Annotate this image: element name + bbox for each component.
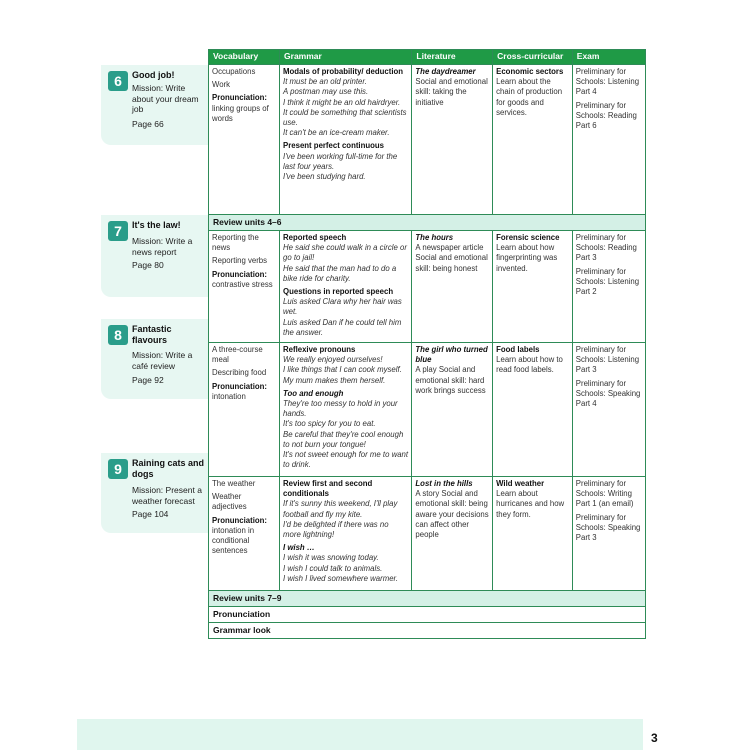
grammar-cell — [280, 231, 412, 343]
unit-page: Page 80 — [132, 260, 164, 270]
exam-cell — [572, 477, 645, 591]
literature-text: A newspaper article Social and emotional skill: being honest — [415, 243, 488, 273]
grammar-look-label: Grammar look — [209, 623, 646, 639]
vocab-topic: Work — [212, 80, 231, 90]
cross-curricular-title: Food labels — [496, 345, 540, 354]
pronunciation-text: contrastive stress — [212, 279, 273, 289]
table-row-unit-6 — [209, 65, 646, 215]
review-row-7-9 — [209, 591, 646, 607]
cross-curricular-cell — [493, 343, 573, 477]
vocab-topic: The weather — [212, 479, 256, 488]
vocab-topic: Occupations — [212, 67, 256, 76]
grammar-example: I've been working full-time for the last four years. — [283, 151, 398, 171]
pronunciation-text: intonation — [212, 391, 246, 401]
grammar-example: Luis asked Dan if he could tell him the answer. — [283, 317, 402, 337]
cross-curricular-title: Economic sectors — [496, 67, 564, 76]
grammar-heading: Modals of probability/ deduction — [283, 67, 404, 76]
table-row-unit-8 — [209, 343, 646, 477]
page-number-tab — [640, 719, 677, 750]
cross-curricular-title: Wild weather — [496, 479, 545, 488]
header-vocabulary: Vocabulary — [209, 50, 280, 65]
literature-cell — [412, 65, 493, 215]
grammar-example: If it's sunny this weekend, I'll play football and fly my kite. — [283, 499, 398, 519]
grammar-example: He said that the man had to do a bike ride for charity. — [283, 263, 397, 283]
cross-curricular-cell — [493, 65, 573, 215]
literature-text: A play Social and emotional skill: hard work brings success — [415, 365, 486, 395]
unit-title: Fantastic flavours — [132, 324, 172, 345]
exam-item: Preliminary for Schools: Listening Part 2 — [575, 266, 640, 297]
cross-curricular-text: Learn about how to read food labels. — [496, 355, 563, 375]
table-header-row — [209, 50, 646, 65]
grammar-cell — [280, 477, 412, 591]
pronunciation-row — [209, 607, 646, 623]
vocab-topic: Weather adjectives — [212, 492, 247, 512]
unit-mission: Mission: Write about your dream job — [132, 83, 199, 114]
grammar-example: Luis asked Clara why her hair was wet. — [283, 297, 402, 317]
literature-title: The girl who turned blue — [415, 345, 488, 365]
pronunciation-text: intonation in conditional sentences — [212, 525, 255, 556]
vocab-topic: Reporting the news — [212, 233, 259, 253]
pronunciation-label: Pronunciation: — [212, 93, 268, 103]
grammar-heading: I wish … — [283, 543, 315, 553]
grammar-heading: Present perfect continuous — [283, 141, 384, 151]
grammar-example: I'd be delighted if there was no more lightning! — [283, 519, 389, 540]
vocab-cell — [209, 231, 280, 343]
review-label: Review units 7–9 — [209, 591, 646, 607]
vocab-cell — [209, 477, 280, 591]
header-literature: Literature — [412, 50, 493, 65]
vocab-cell — [209, 343, 280, 477]
unit-title: Good job! — [132, 70, 175, 80]
grammar-cell — [280, 343, 412, 477]
header-grammar: Grammar — [280, 50, 412, 65]
unit-page: Page 66 — [132, 119, 164, 129]
literature-cell — [412, 343, 493, 477]
exam-item: Preliminary for Schools: Speaking Part 4 — [575, 378, 641, 409]
grammar-example: I like things that I can cook myself. — [283, 365, 402, 375]
vocab-topic: Describing food — [212, 368, 267, 378]
table-row-unit-7 — [209, 231, 646, 343]
contents-table — [208, 49, 646, 639]
grammar-example: My mum makes them herself. — [283, 375, 386, 385]
grammar-example: They're too messy to hold in your hands. — [283, 399, 398, 419]
unit-number: 6 — [108, 71, 128, 91]
unit-page: Page 104 — [132, 509, 169, 519]
vocab-topic: Reporting verbs — [212, 256, 268, 266]
literature-text: Social and emotional skill: taking the initiative — [415, 77, 488, 107]
review-row-4-6 — [209, 215, 646, 231]
pronunciation-section-label: Pronunciation — [209, 607, 646, 623]
unit-mission: Mission: Present a weather forecast — [132, 485, 202, 506]
grammar-example: I wish it was snowing today. — [283, 553, 379, 563]
grammar-heading: Reflexive pronouns — [283, 345, 356, 354]
header-exam: Exam — [572, 50, 645, 65]
grammar-example: It's not sweet enough for me to want to drink. — [283, 450, 409, 470]
cross-curricular-cell — [493, 231, 573, 343]
vocab-topic: A three-course meal — [212, 345, 263, 365]
unit-card-6[interactable] — [101, 65, 208, 145]
literature-cell — [412, 477, 493, 591]
unit-number: 9 — [108, 459, 128, 479]
exam-cell — [572, 231, 645, 343]
grammar-example: It's too spicy for you to eat. — [283, 419, 376, 429]
grammar-example: Be careful that they're cool enough to not burn your tongue! — [283, 429, 404, 449]
exam-item: Preliminary for Schools: Speaking Part 3 — [575, 512, 641, 543]
unit-number: 7 — [108, 221, 128, 241]
exam-cell — [572, 343, 645, 477]
grammar-example: I've been studying hard. — [283, 172, 366, 182]
grammar-heading: Reported speech — [283, 233, 347, 242]
exam-item: Preliminary for Schools: Reading Part 6 — [575, 100, 637, 131]
unit-card-8[interactable] — [101, 319, 208, 399]
grammar-cell — [280, 65, 412, 215]
cross-curricular-text: Learn about how fingerprinting was invented. — [496, 243, 558, 273]
literature-title: The daydreamer — [415, 67, 476, 76]
unit-title: It's the law! — [132, 220, 181, 230]
grammar-look-row — [209, 623, 646, 639]
pronunciation-label: Pronunciation: — [212, 269, 268, 279]
grammar-example: It can't be an ice-cream maker. — [283, 128, 390, 138]
cross-curricular-title: Forensic science — [496, 233, 560, 242]
unit-mission: Mission: Write a café review — [132, 350, 193, 371]
unit-page: Page 92 — [132, 375, 164, 385]
grammar-heading: Too and enough — [283, 388, 344, 398]
grammar-example: It could be something that scientists use. — [283, 107, 407, 128]
footer-bar — [77, 719, 640, 750]
exam-item: Preliminary for Schools: Reading Part 3 — [575, 233, 637, 263]
cross-curricular-text: Learn about the chain of production for goods and services. — [496, 77, 563, 117]
cross-curricular-cell — [493, 477, 573, 591]
exam-cell — [572, 65, 645, 215]
grammar-example: A postman may use this. — [283, 87, 369, 97]
pronunciation-label: Pronunciation: — [212, 515, 268, 525]
grammar-heading: Questions in reported speech — [283, 287, 394, 297]
pronunciation-text: linking groups of words — [212, 103, 269, 123]
literature-title: Lost in the hills — [415, 479, 473, 488]
table-row-unit-9 — [209, 477, 646, 591]
unit-card-7[interactable] — [101, 215, 208, 297]
unit-number: 8 — [108, 325, 128, 345]
unit-card-9[interactable] — [101, 453, 208, 533]
cross-curricular-text: Learn about hurricanes and how they form. — [496, 489, 565, 519]
exam-item: Preliminary for Schools: Listening Part 3 — [575, 345, 640, 375]
header-cross-curricular: Cross-curricular — [493, 50, 573, 65]
unit-mission: Mission: Write a news report — [132, 236, 193, 257]
grammar-heading: Review first and second conditionals — [283, 479, 373, 499]
grammar-example: It must be an old printer. — [283, 77, 367, 87]
grammar-example: He said she could walk in a circle or go to jail! — [283, 243, 407, 263]
literature-cell — [412, 231, 493, 343]
grammar-example: I wish I lived somewhere warmer. — [283, 573, 398, 583]
grammar-example: We really enjoyed ourselves! — [283, 355, 383, 365]
exam-item: Preliminary for Schools: Listening Part 4 — [575, 67, 640, 97]
literature-text: A story Social and emotional skill: being aware your decisions can affect other people — [415, 489, 489, 540]
review-label: Review units 4–6 — [209, 215, 646, 231]
vocab-cell — [209, 65, 280, 215]
grammar-example: I think it might be an old hairdryer. — [283, 97, 401, 107]
literature-title: The hours — [415, 233, 454, 242]
unit-title: Raining cats and dogs — [132, 458, 205, 479]
page-number: 3 — [651, 731, 658, 745]
grammar-example: I wish I could talk to animals. — [283, 563, 383, 573]
pronunciation-label: Pronunciation: — [212, 381, 268, 391]
exam-item: Preliminary for Schools: Writing Part 1 (an email) — [575, 479, 634, 509]
